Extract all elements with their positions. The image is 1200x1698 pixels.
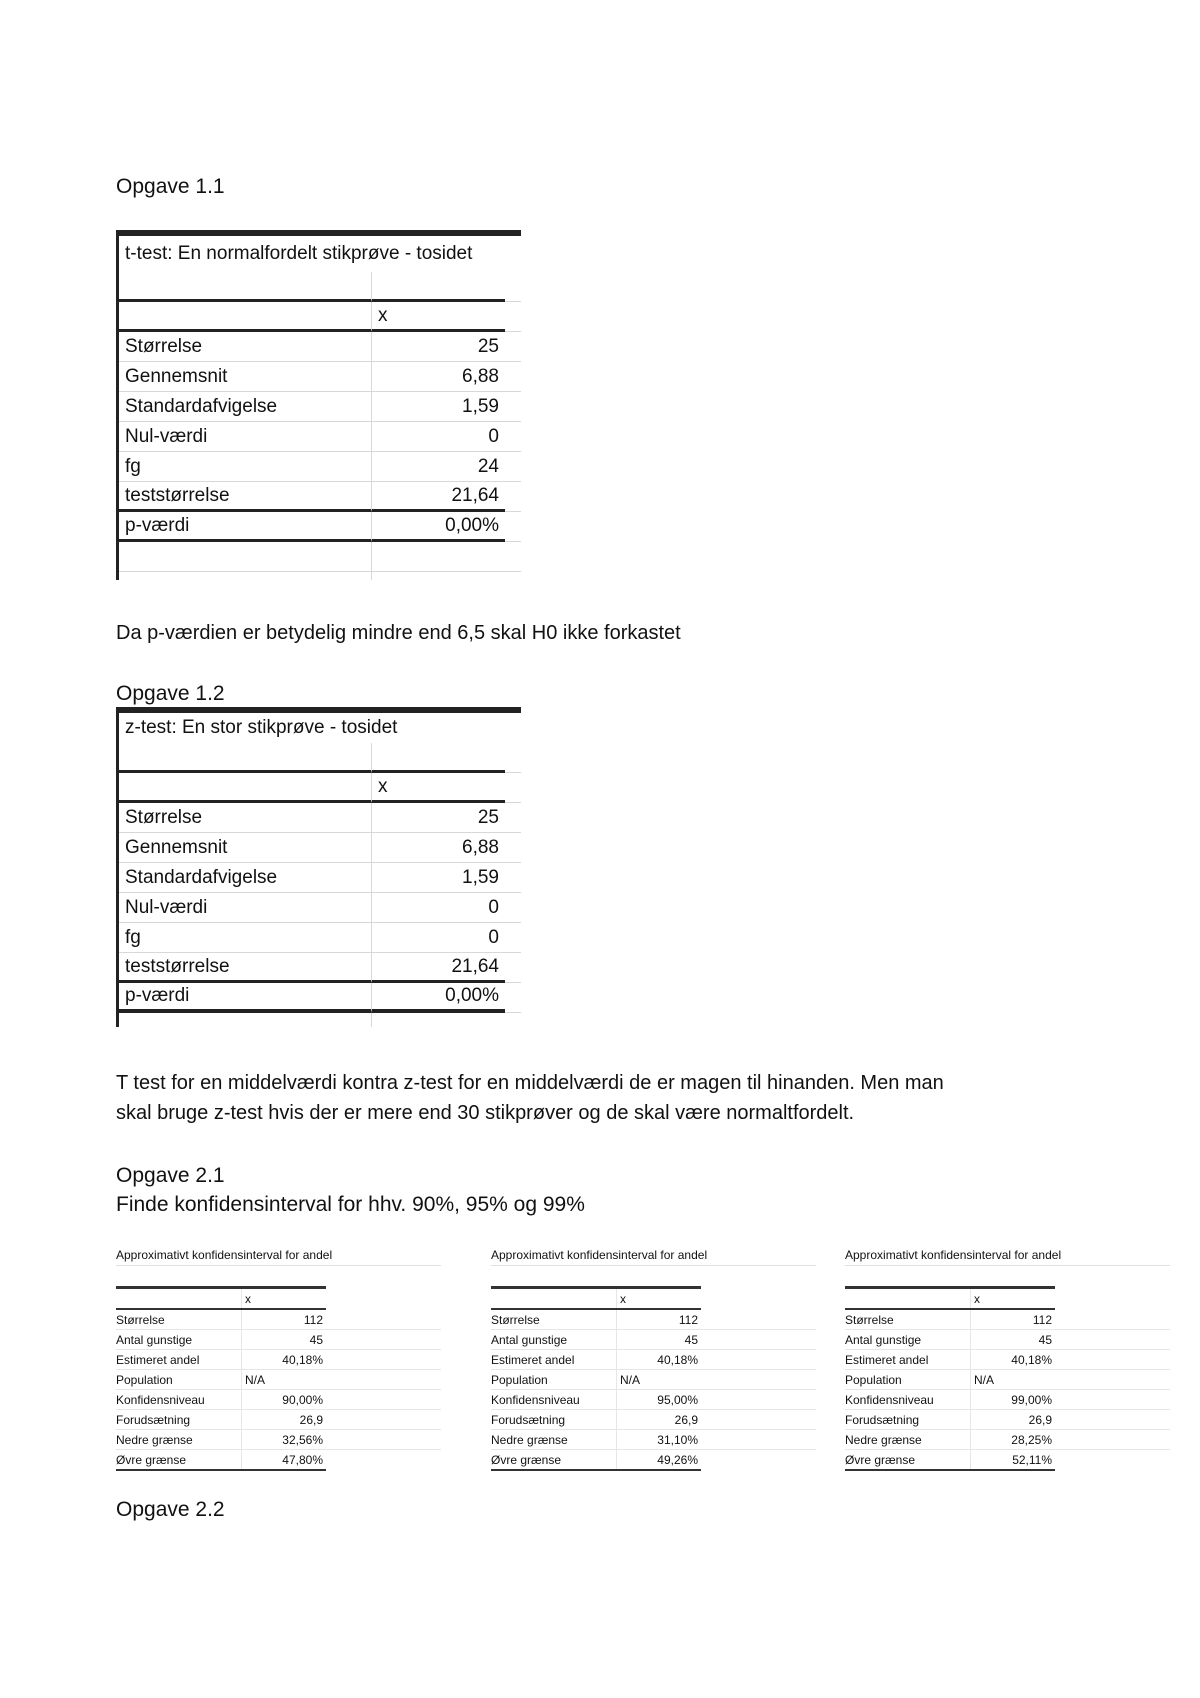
row-label: p-værdi [119,512,372,542]
ci-row-label: Forudsætning [491,1412,566,1427]
ci-row-label: Population [116,1372,173,1387]
ci-row-label: Estimeret andel [845,1352,929,1367]
row-value: 25 [372,803,505,833]
ci-row-label: Antal gunstige [491,1332,568,1347]
row-label: Gennemsnit [119,833,372,863]
column-header: x [372,773,505,803]
row-value: 0,00% [372,512,505,542]
ci-row-value: 52,11% [970,1450,1055,1469]
ci-title: Approximativt konfidensinterval for andel [116,1245,441,1266]
row-value: 21,64 [372,953,505,983]
row-label: Størrelse [119,332,372,362]
row-value: 6,88 [372,362,505,392]
ci-column-header: x [970,1289,1055,1308]
row-label: fg [119,923,372,953]
ci-row-value: N/A [970,1370,1055,1389]
ci-row-label: Population [845,1372,902,1387]
ci-row-label: Forudsætning [845,1412,920,1427]
ci-row-label: Øvre grænse [491,1452,562,1467]
table-title: t-test: En normalfordelt stikprøve - tosidet [125,243,473,264]
z-test-table [116,707,521,1027]
ci-row-value: N/A [616,1370,701,1389]
row-label: Standardafvigelse [119,863,372,893]
ci-row-value: 26,9 [970,1410,1055,1429]
ci-row-label: Antal gunstige [116,1332,193,1347]
ci-column-header: x [241,1289,326,1308]
row-value: 21,64 [372,482,505,512]
heading-opgave-2-1-subtitle: Finde konfidensinterval for hhv. 90%, 95% og 99% [116,1193,585,1216]
row-label: p-værdi [119,983,372,1013]
ci-row-label: Konfidensniveau [116,1392,205,1407]
row-value: 25 [372,332,505,362]
row-value: 1,59 [372,863,505,893]
ci-row-value: 99,00% [970,1390,1055,1409]
ci-row-value: 40,18% [970,1350,1055,1369]
row-value: 0 [372,893,505,923]
table-title: z-test: En stor stikprøve - tosidet [125,717,398,738]
ci-row-label: Størrelse [845,1312,894,1327]
ci-row-value: 45 [616,1330,701,1349]
row-label: Nul-værdi [119,893,372,923]
ci-row-value: 45 [241,1330,326,1349]
ci-title: Approximativt konfidensinterval for andel [491,1245,816,1266]
ci-row-value: 112 [241,1310,326,1329]
ci-row-value: 49,26% [616,1450,701,1469]
heading-opgave-2-2: Opgave 2.2 [116,1498,225,1521]
ci-row-label: Nedre grænse [116,1432,193,1447]
row-value: 0 [372,923,505,953]
ci-row-value: 31,10% [616,1430,701,1449]
heading-opgave-2-1: Opgave 2.1 [116,1164,225,1187]
row-value: 0,00% [372,983,505,1013]
ci-row-value: 95,00% [616,1390,701,1409]
ci-row-label: Konfidensniveau [845,1392,934,1407]
row-label: fg [119,452,372,482]
ci-table-95 [491,1245,816,1471]
ci-row-label: Antal gunstige [845,1332,922,1347]
ci-row-value: 40,18% [616,1350,701,1369]
ci-row-value: 112 [616,1310,701,1329]
ci-row-value: N/A [241,1370,326,1389]
row-value: 1,59 [372,392,505,422]
ci-row-label: Nedre grænse [491,1432,568,1447]
row-value: 6,88 [372,833,505,863]
ci-column-header: x [616,1289,701,1308]
t-test-table [116,230,521,580]
ci-row-value: 47,80% [241,1450,326,1469]
row-value: 0 [372,422,505,452]
ci-row-label: Forudsætning [116,1412,191,1427]
row-value: 24 [372,452,505,482]
row-label: Standardafvigelse [119,392,372,422]
ci-row-value: 45 [970,1330,1055,1349]
ci-row-label: Størrelse [491,1312,540,1327]
ci-row-value: 32,56% [241,1430,326,1449]
ci-row-value: 40,18% [241,1350,326,1369]
column-header: x [372,302,505,332]
ci-row-value: 26,9 [616,1410,701,1429]
ci-title: Approximativt konfidensinterval for andel [845,1245,1170,1266]
row-label: teststørrelse [119,482,372,512]
ci-row-label: Population [491,1372,548,1387]
paragraph-2-line-2: skal bruge z-test hvis der er mere end 30 stikprøver og de skal være normaltfordelt. [116,1102,855,1124]
ci-row-label: Estimeret andel [116,1352,200,1367]
ci-table-99 [845,1245,1170,1471]
row-label: Størrelse [119,803,372,833]
heading-opgave-1-2: Opgave 1.2 [116,682,225,705]
ci-row-label: Estimeret andel [491,1352,575,1367]
paragraph-2-line-1: T test for en middelværdi kontra z-test for en middelværdi de er magen til hinanden. Men man [116,1072,944,1094]
row-label: Gennemsnit [119,362,372,392]
ci-row-value: 28,25% [970,1430,1055,1449]
heading-opgave-1-1: Opgave 1.1 [116,175,225,198]
ci-row-label: Konfidensniveau [491,1392,580,1407]
row-label: teststørrelse [119,953,372,983]
row-label: Nul-værdi [119,422,372,452]
ci-row-label: Nedre grænse [845,1432,922,1447]
ci-table-90 [116,1245,441,1471]
ci-row-value: 112 [970,1310,1055,1329]
ci-row-label: Øvre grænse [845,1452,916,1467]
ci-row-label: Øvre grænse [116,1452,187,1467]
ci-row-value: 26,9 [241,1410,326,1429]
paragraph-1: Da p-værdien er betydelig mindre end 6,5 skal H0 ikke forkastet [116,622,681,644]
ci-row-value: 90,00% [241,1390,326,1409]
ci-row-label: Størrelse [116,1312,165,1327]
